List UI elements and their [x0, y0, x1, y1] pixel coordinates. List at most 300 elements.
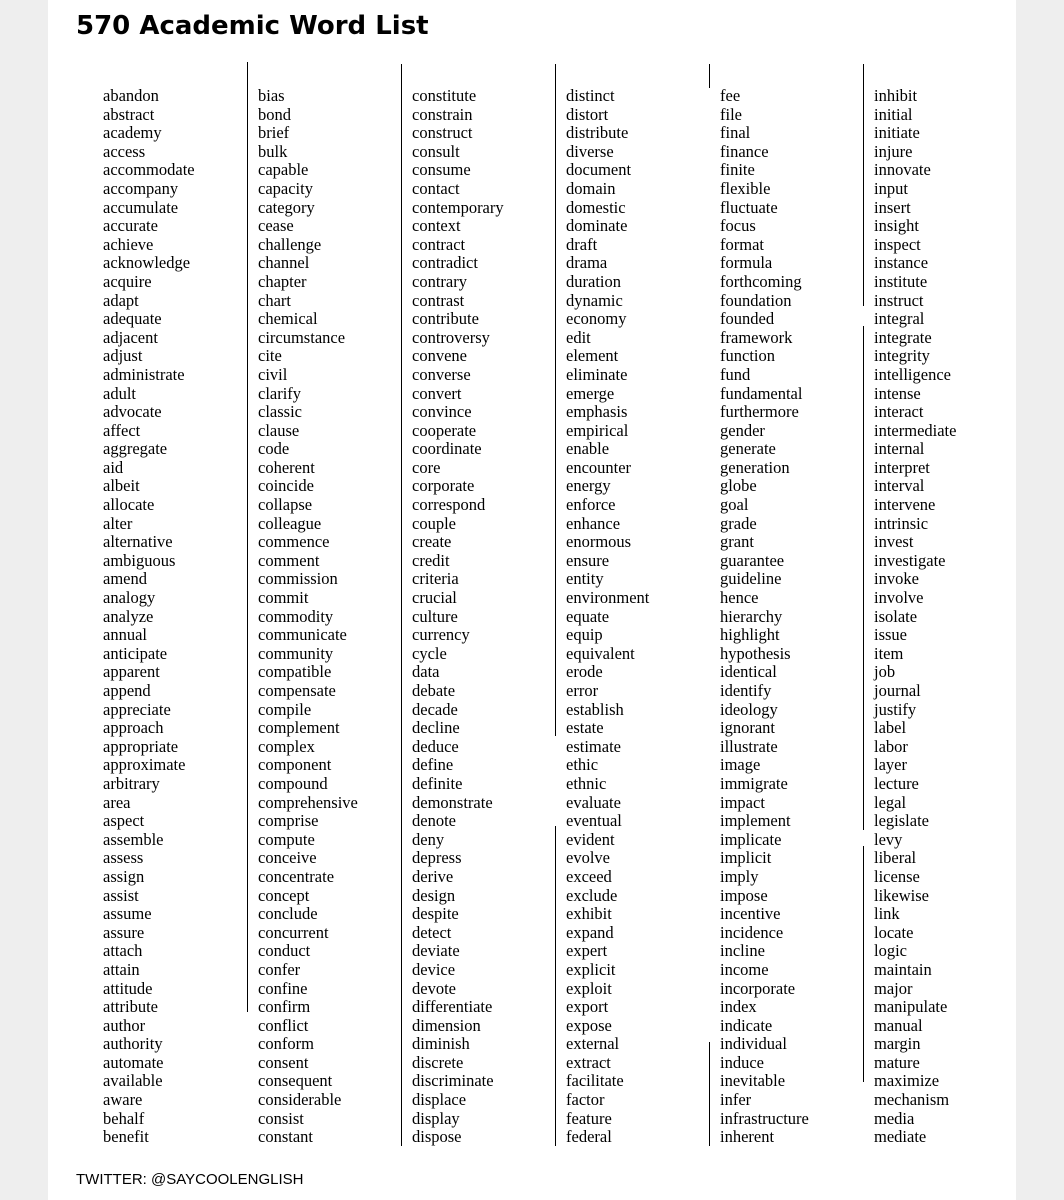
- word-item: final: [720, 123, 751, 143]
- word-item: media: [874, 1108, 915, 1128]
- word-item: demonstrate: [412, 792, 493, 812]
- word-item: involve: [874, 588, 924, 608]
- word-item: draft: [566, 234, 598, 254]
- column-divider: [863, 64, 864, 306]
- word-item: inevitable: [720, 1071, 786, 1091]
- word-item: crucial: [412, 588, 457, 608]
- word-item: civil: [258, 364, 288, 384]
- word-item: forthcoming: [720, 271, 802, 291]
- word-item: implement: [720, 811, 791, 831]
- word-item: attitude: [103, 978, 153, 998]
- word-item: compound: [258, 773, 328, 793]
- word-item: deviate: [412, 941, 460, 961]
- word-item: comprehensive: [258, 792, 358, 812]
- word-item: enable: [566, 439, 610, 459]
- word-item: albeit: [103, 476, 140, 496]
- word-item: integrity: [874, 346, 930, 366]
- column-divider: [555, 64, 556, 736]
- word-item: aid: [103, 457, 124, 477]
- word-item: lecture: [874, 773, 919, 793]
- word-item: economy: [566, 309, 627, 329]
- word-item: goal: [720, 495, 749, 515]
- word-item: infer: [720, 1090, 752, 1110]
- word-item: assess: [103, 848, 144, 868]
- word-item: differentiate: [412, 997, 493, 1017]
- word-item: liberal: [874, 848, 917, 868]
- word-item: enormous: [566, 532, 632, 552]
- word-item: area: [103, 792, 131, 812]
- word-item: category: [258, 197, 315, 217]
- word-item: invest: [874, 532, 914, 552]
- word-item: contemporary: [412, 197, 504, 217]
- word-item: component: [258, 755, 332, 775]
- word-item: hence: [720, 588, 759, 608]
- word-item: classic: [258, 402, 302, 422]
- word-item: federal: [566, 1127, 612, 1147]
- word-item: likewise: [874, 885, 929, 905]
- word-item: abandon: [103, 86, 159, 105]
- word-item: collapse: [258, 495, 313, 515]
- word-item: incidence: [720, 922, 784, 942]
- word-item: identify: [720, 681, 772, 700]
- word-item: justify: [874, 699, 917, 719]
- word-item: commission: [258, 569, 338, 589]
- word-item: equivalent: [566, 643, 635, 663]
- word-item: investigate: [874, 550, 946, 570]
- word-item: duration: [566, 271, 621, 291]
- word-item: estimate: [566, 736, 621, 756]
- word-item: devote: [412, 978, 456, 998]
- word-item: appropriate: [103, 736, 179, 756]
- word-item: major: [874, 978, 913, 998]
- word-item: contribute: [412, 309, 479, 329]
- word-item: establish: [566, 699, 624, 719]
- word-item: access: [103, 141, 146, 161]
- word-item: attach: [103, 941, 143, 961]
- word-item: confer: [258, 959, 301, 979]
- word-item: imply: [720, 866, 759, 886]
- word-item: commit: [258, 588, 309, 608]
- word-item: constrain: [412, 104, 473, 124]
- word-column-3: [412, 87, 504, 1147]
- word-item: adapt: [103, 290, 139, 310]
- word-item: globe: [720, 476, 757, 496]
- word-item: constant: [258, 1127, 313, 1147]
- word-item: locate: [874, 922, 914, 942]
- word-item: debate: [412, 681, 456, 700]
- word-item: factor: [566, 1090, 605, 1110]
- word-item: bulk: [258, 141, 288, 161]
- word-item: chapter: [258, 271, 307, 291]
- word-item: colleague: [258, 513, 322, 533]
- word-item: guideline: [720, 569, 782, 589]
- word-item: definite: [412, 773, 463, 793]
- word-item: fee: [720, 86, 741, 105]
- word-item: mediate: [874, 1127, 927, 1147]
- word-item: impact: [720, 792, 765, 812]
- word-item: commence: [258, 532, 330, 552]
- word-item: context: [412, 216, 461, 236]
- word-item: acknowledge: [103, 253, 191, 273]
- word-item: accompany: [103, 178, 179, 198]
- word-item: highlight: [720, 625, 780, 645]
- word-item: flexible: [720, 178, 771, 198]
- word-item: inherent: [720, 1127, 775, 1147]
- word-item: construct: [412, 123, 473, 143]
- word-item: eliminate: [566, 364, 628, 384]
- word-item: confirm: [258, 997, 311, 1017]
- word-item: adequate: [103, 309, 162, 329]
- word-item: indicate: [720, 1015, 773, 1035]
- word-item: deny: [412, 829, 445, 849]
- word-item: margin: [874, 1034, 921, 1054]
- word-item: intervene: [874, 495, 936, 515]
- word-item: detect: [412, 922, 452, 942]
- word-item: aspect: [103, 811, 145, 831]
- word-item: appreciate: [103, 699, 171, 719]
- word-item: chart: [258, 290, 291, 310]
- word-item: explicit: [566, 959, 616, 979]
- word-item: contact: [412, 178, 460, 198]
- word-item: label: [874, 718, 907, 738]
- word-item: income: [720, 959, 769, 979]
- word-item: accommodate: [103, 160, 195, 180]
- word-item: ambiguous: [103, 550, 176, 570]
- word-item: intermediate: [874, 420, 957, 440]
- word-item: despite: [412, 904, 459, 924]
- word-item: guarantee: [720, 550, 785, 570]
- word-item: concentrate: [258, 866, 335, 886]
- word-item: extract: [566, 1052, 611, 1072]
- word-item: interpret: [874, 457, 930, 477]
- word-item: apparent: [103, 662, 160, 682]
- word-item: expand: [566, 922, 614, 942]
- word-item: diminish: [412, 1034, 470, 1054]
- word-item: domain: [566, 178, 616, 198]
- word-item: expert: [566, 941, 608, 961]
- word-item: integral: [874, 309, 925, 329]
- word-item: function: [720, 346, 775, 366]
- word-item: compile: [258, 699, 312, 719]
- word-item: dispose: [412, 1127, 462, 1147]
- word-item: maintain: [874, 959, 932, 979]
- word-item: dominate: [566, 216, 628, 236]
- word-item: generate: [720, 439, 776, 459]
- word-item: community: [258, 643, 334, 663]
- word-item: dimension: [412, 1015, 481, 1035]
- word-item: cite: [258, 346, 282, 366]
- word-item: conduct: [258, 941, 311, 961]
- word-item: complex: [258, 736, 315, 756]
- word-item: injure: [874, 141, 913, 161]
- word-item: data: [412, 662, 440, 682]
- word-item: compute: [258, 829, 315, 849]
- word-item: code: [258, 439, 290, 459]
- word-item: implicate: [720, 829, 782, 849]
- word-item: intense: [874, 383, 921, 403]
- word-item: device: [412, 959, 456, 979]
- word-item: ethnic: [566, 773, 607, 793]
- word-item: individual: [720, 1034, 787, 1054]
- word-item: job: [874, 662, 896, 682]
- word-item: inhibit: [874, 86, 918, 105]
- word-item: design: [412, 885, 456, 905]
- word-item: instance: [874, 253, 929, 273]
- word-item: framework: [720, 327, 793, 347]
- word-item: converse: [412, 364, 471, 384]
- word-item: index: [720, 997, 757, 1017]
- word-item: contract: [412, 234, 466, 254]
- word-item: hierarchy: [720, 606, 783, 626]
- word-item: coincide: [258, 476, 314, 496]
- word-item: generation: [720, 457, 790, 477]
- word-item: aware: [103, 1090, 143, 1110]
- word-item: finite: [720, 160, 755, 180]
- word-item: assist: [103, 885, 139, 905]
- word-item: exceed: [566, 866, 612, 886]
- word-item: drama: [566, 253, 608, 273]
- word-item: deduce: [412, 736, 459, 756]
- word-item: alter: [103, 513, 133, 533]
- word-item: available: [103, 1071, 163, 1091]
- page-title: 570 Academic Word List: [76, 11, 429, 41]
- word-item: analogy: [103, 588, 156, 608]
- word-item: distribute: [566, 123, 629, 143]
- word-item: chemical: [258, 309, 318, 329]
- word-item: abstract: [103, 104, 155, 124]
- word-item: ensure: [566, 550, 610, 570]
- word-item: facilitate: [566, 1071, 624, 1091]
- word-item: coordinate: [412, 439, 482, 459]
- word-item: consult: [412, 141, 460, 161]
- word-item: considerable: [258, 1090, 342, 1110]
- word-item: fluctuate: [720, 197, 778, 217]
- word-item: culture: [412, 606, 458, 626]
- word-item: convert: [412, 383, 462, 403]
- word-item: input: [874, 178, 908, 198]
- word-item: comment: [258, 550, 320, 570]
- word-item: ignorant: [720, 718, 775, 738]
- word-item: feature: [566, 1108, 612, 1128]
- word-item: displace: [412, 1090, 467, 1110]
- word-item: ideology: [720, 699, 778, 719]
- word-item: instruct: [874, 290, 924, 310]
- word-column-1: [103, 87, 195, 1147]
- word-item: exclude: [566, 885, 618, 905]
- word-item: author: [103, 1015, 146, 1035]
- word-item: error: [566, 681, 599, 700]
- word-item: cease: [258, 216, 294, 236]
- word-item: edit: [566, 327, 591, 347]
- word-item: journal: [874, 681, 921, 700]
- word-item: comprise: [258, 811, 319, 831]
- word-item: automate: [103, 1052, 164, 1072]
- word-item: evaluate: [566, 792, 621, 812]
- word-item: grade: [720, 513, 757, 533]
- word-item: legislate: [874, 811, 929, 831]
- word-item: equip: [566, 625, 603, 645]
- word-item: behalf: [103, 1108, 145, 1128]
- word-item: empirical: [566, 420, 629, 440]
- word-item: image: [720, 755, 761, 775]
- word-item: fundamental: [720, 383, 803, 403]
- word-item: contrast: [412, 290, 465, 310]
- word-item: link: [874, 904, 900, 924]
- word-item: environment: [566, 588, 650, 608]
- word-item: assign: [103, 866, 145, 886]
- word-item: immigrate: [720, 773, 788, 793]
- footer-credit: TWITTER: @SAYCOOLENGLISH: [76, 1171, 304, 1188]
- word-item: communicate: [258, 625, 347, 645]
- word-item: labor: [874, 736, 908, 756]
- word-item: allocate: [103, 495, 155, 515]
- column-divider: [709, 64, 710, 88]
- word-item: consent: [258, 1052, 309, 1072]
- word-item: initial: [874, 104, 913, 124]
- word-item: finance: [720, 141, 769, 161]
- word-item: channel: [258, 253, 310, 273]
- word-item: enforce: [566, 495, 616, 515]
- word-item: manual: [874, 1015, 923, 1035]
- word-item: capable: [258, 160, 309, 180]
- word-item: achieve: [103, 234, 154, 254]
- word-column-4: [566, 87, 649, 1147]
- word-item: constitute: [412, 86, 477, 105]
- word-item: layer: [874, 755, 907, 775]
- word-item: assume: [103, 904, 152, 924]
- word-item: adjust: [103, 346, 143, 366]
- word-item: furthermore: [720, 402, 799, 422]
- word-item: consume: [412, 160, 471, 180]
- word-item: external: [566, 1034, 620, 1054]
- word-item: incline: [720, 941, 765, 961]
- word-item: emphasis: [566, 402, 628, 422]
- word-item: compensate: [258, 681, 336, 700]
- word-item: interact: [874, 402, 924, 422]
- word-item: compatible: [258, 662, 332, 682]
- word-item: adult: [103, 383, 136, 403]
- word-item: intrinsic: [874, 513, 929, 533]
- word-item: cycle: [412, 643, 447, 663]
- word-item: evident: [566, 829, 615, 849]
- word-item: grant: [720, 532, 754, 552]
- word-item: denote: [412, 811, 456, 831]
- word-item: initiate: [874, 123, 920, 143]
- word-item: coherent: [258, 457, 315, 477]
- word-item: accurate: [103, 216, 158, 236]
- word-item: distinct: [566, 86, 615, 105]
- word-item: erode: [566, 662, 603, 682]
- word-item: annual: [103, 625, 147, 645]
- word-item: aggregate: [103, 439, 168, 459]
- word-item: founded: [720, 309, 775, 329]
- word-item: authority: [103, 1034, 163, 1054]
- word-item: decline: [412, 718, 460, 738]
- word-item: controversy: [412, 327, 490, 347]
- column-divider: [401, 64, 402, 1146]
- word-column-5: [720, 87, 809, 1147]
- word-item: interval: [874, 476, 925, 496]
- word-item: license: [874, 866, 920, 886]
- word-item: derive: [412, 866, 454, 886]
- word-item: item: [874, 643, 904, 663]
- word-item: correspond: [412, 495, 486, 515]
- word-item: corporate: [412, 476, 475, 496]
- word-item: concept: [258, 885, 310, 905]
- word-item: anticipate: [103, 643, 168, 663]
- word-item: focus: [720, 216, 756, 236]
- word-item: administrate: [103, 364, 185, 384]
- word-item: amend: [103, 569, 147, 589]
- word-item: consist: [258, 1108, 304, 1128]
- word-item: display: [412, 1108, 460, 1128]
- word-item: couple: [412, 513, 456, 533]
- word-item: commodity: [258, 606, 334, 626]
- word-item: encounter: [566, 457, 632, 477]
- word-columns: [48, 0, 1016, 1200]
- word-item: format: [720, 234, 764, 254]
- word-item: emerge: [566, 383, 615, 403]
- word-item: illustrate: [720, 736, 778, 756]
- document-page: [48, 0, 1016, 1200]
- word-item: intelligence: [874, 364, 951, 384]
- word-item: convene: [412, 346, 467, 366]
- word-item: circumstance: [258, 327, 346, 347]
- word-item: create: [412, 532, 452, 552]
- word-item: attain: [103, 959, 140, 979]
- word-item: invoke: [874, 569, 919, 589]
- word-item: credit: [412, 550, 450, 570]
- word-item: enhance: [566, 513, 621, 533]
- word-item: attribute: [103, 997, 158, 1017]
- word-item: issue: [874, 625, 907, 645]
- word-item: contradict: [412, 253, 478, 273]
- word-item: isolate: [874, 606, 918, 626]
- word-item: logic: [874, 941, 907, 961]
- column-divider: [863, 326, 864, 830]
- word-item: mature: [874, 1052, 920, 1072]
- word-item: clause: [258, 420, 300, 440]
- word-item: conceive: [258, 848, 317, 868]
- word-item: hypothesis: [720, 643, 791, 663]
- word-item: innovate: [874, 160, 931, 180]
- word-item: currency: [412, 625, 470, 645]
- word-item: equate: [566, 606, 610, 626]
- word-item: entity: [566, 569, 604, 589]
- word-item: dynamic: [566, 290, 623, 310]
- word-item: confine: [258, 978, 308, 998]
- word-item: foundation: [720, 290, 792, 310]
- word-item: contrary: [412, 271, 467, 291]
- word-item: challenge: [258, 234, 322, 254]
- word-item: incentive: [720, 904, 781, 924]
- word-item: legal: [874, 792, 907, 812]
- word-item: integrate: [874, 327, 932, 347]
- word-item: impose: [720, 885, 768, 905]
- word-item: approach: [103, 718, 164, 738]
- word-item: export: [566, 997, 609, 1017]
- word-item: bias: [258, 86, 285, 105]
- word-item: arbitrary: [103, 773, 160, 793]
- word-item: element: [566, 346, 619, 366]
- word-item: affect: [103, 420, 141, 440]
- word-item: gender: [720, 420, 765, 440]
- word-item: institute: [874, 271, 928, 291]
- word-item: evolve: [566, 848, 610, 868]
- word-item: discrete: [412, 1052, 464, 1072]
- word-item: consequent: [258, 1071, 333, 1091]
- word-item: approximate: [103, 755, 186, 775]
